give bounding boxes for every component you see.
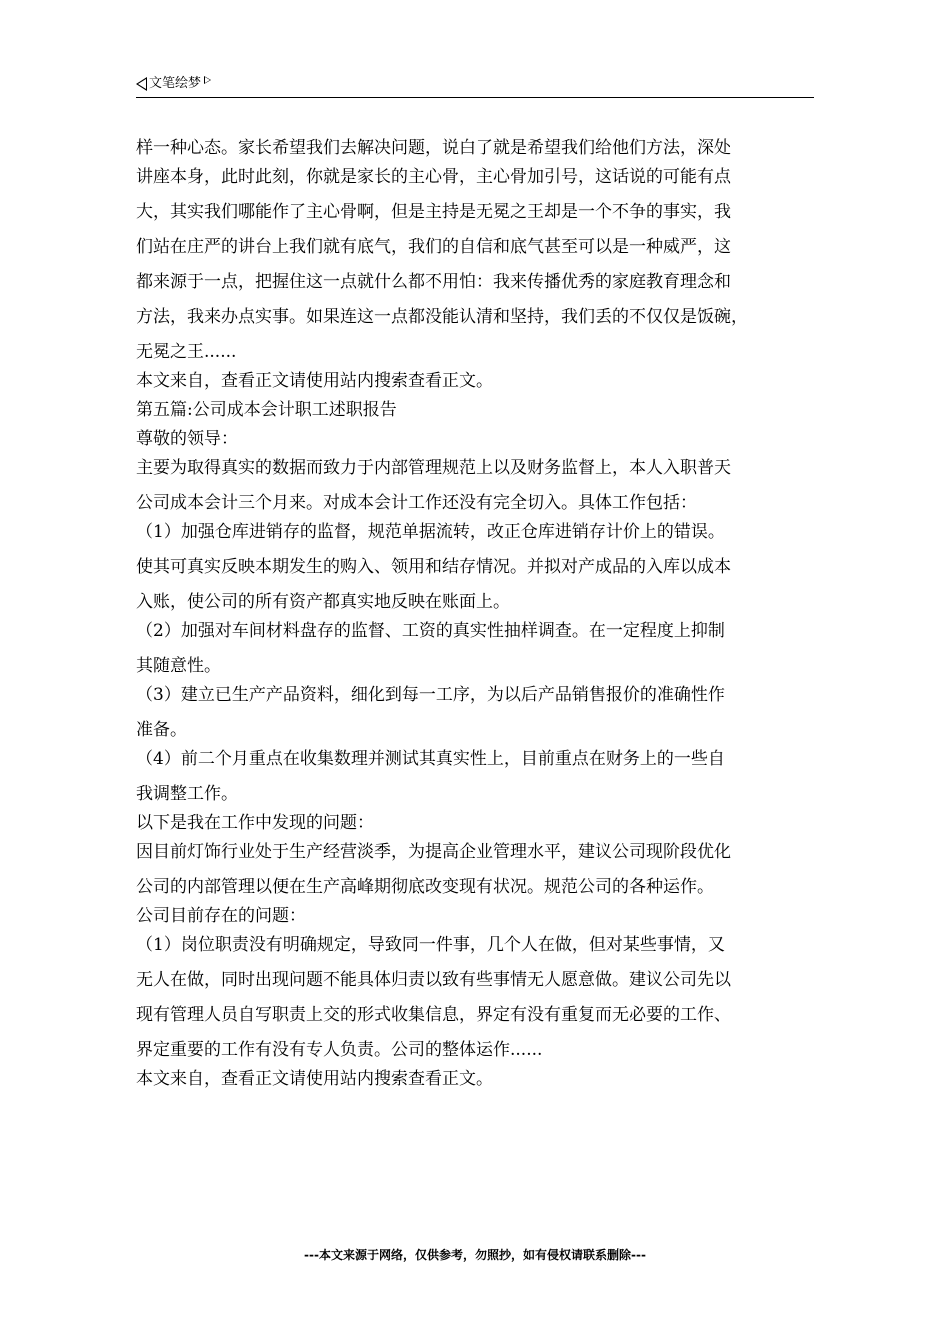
text-line: 方法，我来办点实事。如果连这一点都没能认清和坚持，我们丢的不仅仅是饭碗， <box>136 307 748 327</box>
salutation: 尊敬的领导： <box>136 429 238 449</box>
text-line: 其随意性。 <box>136 656 221 676</box>
header-divider <box>136 97 814 98</box>
text-line: （1）加强仓库进销存的监督，规范单据流转，改正仓库进销存计价上的错误。 <box>136 522 725 542</box>
text-line: 本文来自，查看正文请使用站内搜索查看正文。 <box>136 371 493 391</box>
text-line: 主要为取得真实的数据而致力于内部管理规范上以及财务监督上，本人入职普天 <box>136 458 731 478</box>
text-line: 使其可真实反映本期发生的购入、领用和结存情况。并拟对产成品的入库以成本 <box>136 557 731 577</box>
text-line: 大，其实我们哪能作了主心骨啊，但是主持是无冕之王却是一个不争的事实，我 <box>136 202 731 222</box>
text-line: 以下是我在工作中发现的问题： <box>136 813 374 833</box>
text-line: 公司的内部管理以便在生产高峰期彻底改变现有状况。规范公司的各种运作。 <box>136 877 714 897</box>
document-body <box>136 136 820 1091</box>
text-line: 都来源于一点，把握住这一点就什么都不用怕：我来传播优秀的家庭教育理念和 <box>136 272 731 292</box>
footer-notice: ---本文来源于网络，仅供参考，勿照抄，如有侵权请联系删除--- <box>304 1248 646 1262</box>
text-line: 我调整工作。 <box>136 784 238 804</box>
left-triangle-icon <box>136 77 147 91</box>
text-line: （2）加强对车间材料盘存的监督、工资的真实性抽样调查。在一定程度上抑制 <box>136 621 725 641</box>
page-header <box>136 74 211 94</box>
text-line: 们站在庄严的讲台上我们就有底气，我们的自信和底气甚至可以是一种威严，这 <box>136 237 731 257</box>
text-line: （3）建立已生产产品资料，细化到每一工序，为以后产品销售报价的准确性作 <box>136 685 725 705</box>
text-line: （4）前二个月重点在收集数理并测试其真实性上，目前重点在财务上的一些自 <box>136 749 725 769</box>
text-line: 因目前灯饰行业处于生产经营淡季，为提高企业管理水平，建议公司现阶段优化 <box>136 842 731 862</box>
text-line: 无人在做，同时出现问题不能具体归责以致有些事情无人愿意做。建议公司先以 <box>136 970 731 990</box>
text-line: 准备。 <box>136 720 187 740</box>
text-line: 讲座本身，此时此刻，你就是家长的主心骨，主心骨加引号，这话说的可能有点 <box>136 167 731 187</box>
text-line: 无冕之王...... <box>136 342 237 362</box>
section-title: 第五篇:公司成本会计职工述职报告 <box>136 400 397 420</box>
right-triangle-icon <box>204 76 211 84</box>
text-line: 本文来自，查看正文请使用站内搜索查看正文。 <box>136 1069 493 1089</box>
text-line: 界定重要的工作有没有专人负责。公司的整体运作...... <box>136 1040 543 1060</box>
text-line: 公司成本会计三个月来。对成本会计工作还没有完全切入。具体工作包括： <box>136 493 697 513</box>
text-line: 现有管理人员自写职责上交的形式收集信息，界定有没有重复而无必要的工作、 <box>136 1005 731 1025</box>
text-line: （1）岗位职责没有明确规定，导致同一件事，几个人在做，但对某些事情，又 <box>136 935 725 955</box>
header-brand: 文笔绘梦 <box>149 76 202 91</box>
text-line: 样一种心态。家长希望我们去解决问题，说白了就是希望我们给他们方法，深处 <box>136 138 731 158</box>
text-line: 入账，使公司的所有资产都真实地反映在账面上。 <box>136 592 510 612</box>
text-line: 公司目前存在的问题： <box>136 906 306 926</box>
